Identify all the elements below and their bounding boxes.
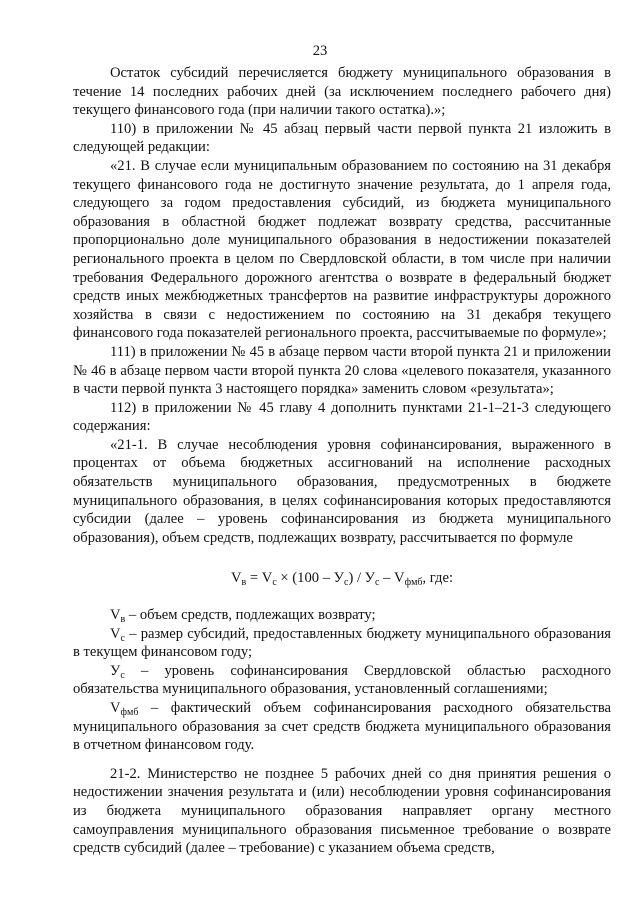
formula (73, 569, 611, 588)
formula-part: – V (379, 570, 405, 587)
definition-symbol: V (110, 607, 121, 624)
page-number: 23 (312, 43, 328, 59)
paragraph: Остаток субсидий перечисляется бюджету муниципального образования в течение 14 последних рабочих дней (за исключением последнего рабочего дня) текущего финансового года (при наличии такого остатка).»; (73, 65, 611, 119)
formula-part: V (261, 570, 273, 587)
formula-subscript: с (375, 577, 380, 589)
spacer (73, 755, 611, 765)
definition-symbol: V (110, 625, 121, 642)
formula-subscript: в (241, 577, 247, 589)
definition-subscript: с (120, 632, 125, 644)
definition-text: – объем средств, подлежащих возврату; (125, 607, 376, 624)
formula-subscript: с (344, 577, 349, 589)
definition-symbol: V (110, 700, 121, 716)
paragraph: 21-2. Министерство не позднее 5 рабочих дней со дня принятия решения о недостижении значения результата и (или) несоблюдении уровня софинансирования из бюджета муниципального образования направляет органу местного самоуправления муниципального образования письменное требование о возврате средств субсидий (далее – требование) с указанием объема средств, (73, 765, 611, 857)
paragraph: «21-1. В случае несоблюдения уровня софинансирования, выраженного в процентах от объема бюджетных ассигнований на исполнение расходных обязательств муниципального образования, предусмотренных в бюджете муниципального образования, в целях софинансирования которых предоставляются субсидии (далее – уровень софинансирования из бюджета муниципального образования), объем средств, подлежащих возврату, рассчитывается по формуле (73, 436, 611, 546)
definition-text: – размер субсидий, предоставленных бюджету муниципального образования в текущем финансовом году; (73, 625, 611, 661)
formula-part: , где: (422, 570, 454, 587)
formula-part: ) / У (348, 570, 375, 587)
paragraph: 112) в приложении № 45 главу 4 дополнить пунктами 21-1–21-3 следующего содержания: (73, 399, 611, 435)
definition-text: – фактический объем софинансирования расходного обязательства муниципального образования за счет средств бюджета муниципального образования в отчетном финансовом году. (73, 700, 611, 754)
definition-subscript: с (120, 669, 125, 681)
definition (73, 625, 611, 662)
definition (73, 606, 611, 625)
document-body (73, 64, 611, 858)
paragraph: «21. В случае если муниципальным образованием по состоянию на 31 декабря текущего финансового года не достигнуто значение результата, до 1 апреля года, следующего за годом предоставления субсидий, из бюджета муниципального образования в областной бюджет подлежат возврату средства, рассчитанные пропорционально доле муниципального образования в недостижении показателей регионального проекта в целом по Свердловской области, в том числе при наличии требования Федерального дорожного агентства о возврате в федеральный бюджет средств иных межбюджетных трансфертов на развитие инфраструктуры дорожного хозяйства в связи с недостижением по состоянию на 31 декабря текущего финансового года показателей регионального проекта, рассчитываемые по формуле»; (73, 157, 611, 342)
definition-subscript: фмб (120, 707, 139, 718)
formula-subscript: фмб (404, 577, 423, 589)
formula-part: = (246, 570, 262, 587)
definition-text: – уровень софинансирования Свердловской областью расходного обязательства муниципального образования, установленный соглашениями; (73, 662, 611, 698)
definition-symbol: У (110, 662, 121, 679)
definition (73, 699, 611, 755)
paragraph: 110) в приложении № 45 абзац первый части первой пункта 21 изложить в следующей редакции: (73, 120, 611, 156)
formula-part: V (230, 570, 242, 587)
formula-subscript: с (272, 577, 277, 589)
definition (73, 662, 611, 699)
definition-subscript: в (120, 614, 126, 626)
formula-part: × (100 – У (276, 570, 344, 587)
paragraph: 111) в приложении № 45 в абзаце первом части второй пункта 21 и приложении № 46 в абзаце первом части второй пункта 20 слова «целевого показателя, указанного в части первой пункта 3 настоящего порядка» заменить словом «результата»; (73, 343, 611, 398)
